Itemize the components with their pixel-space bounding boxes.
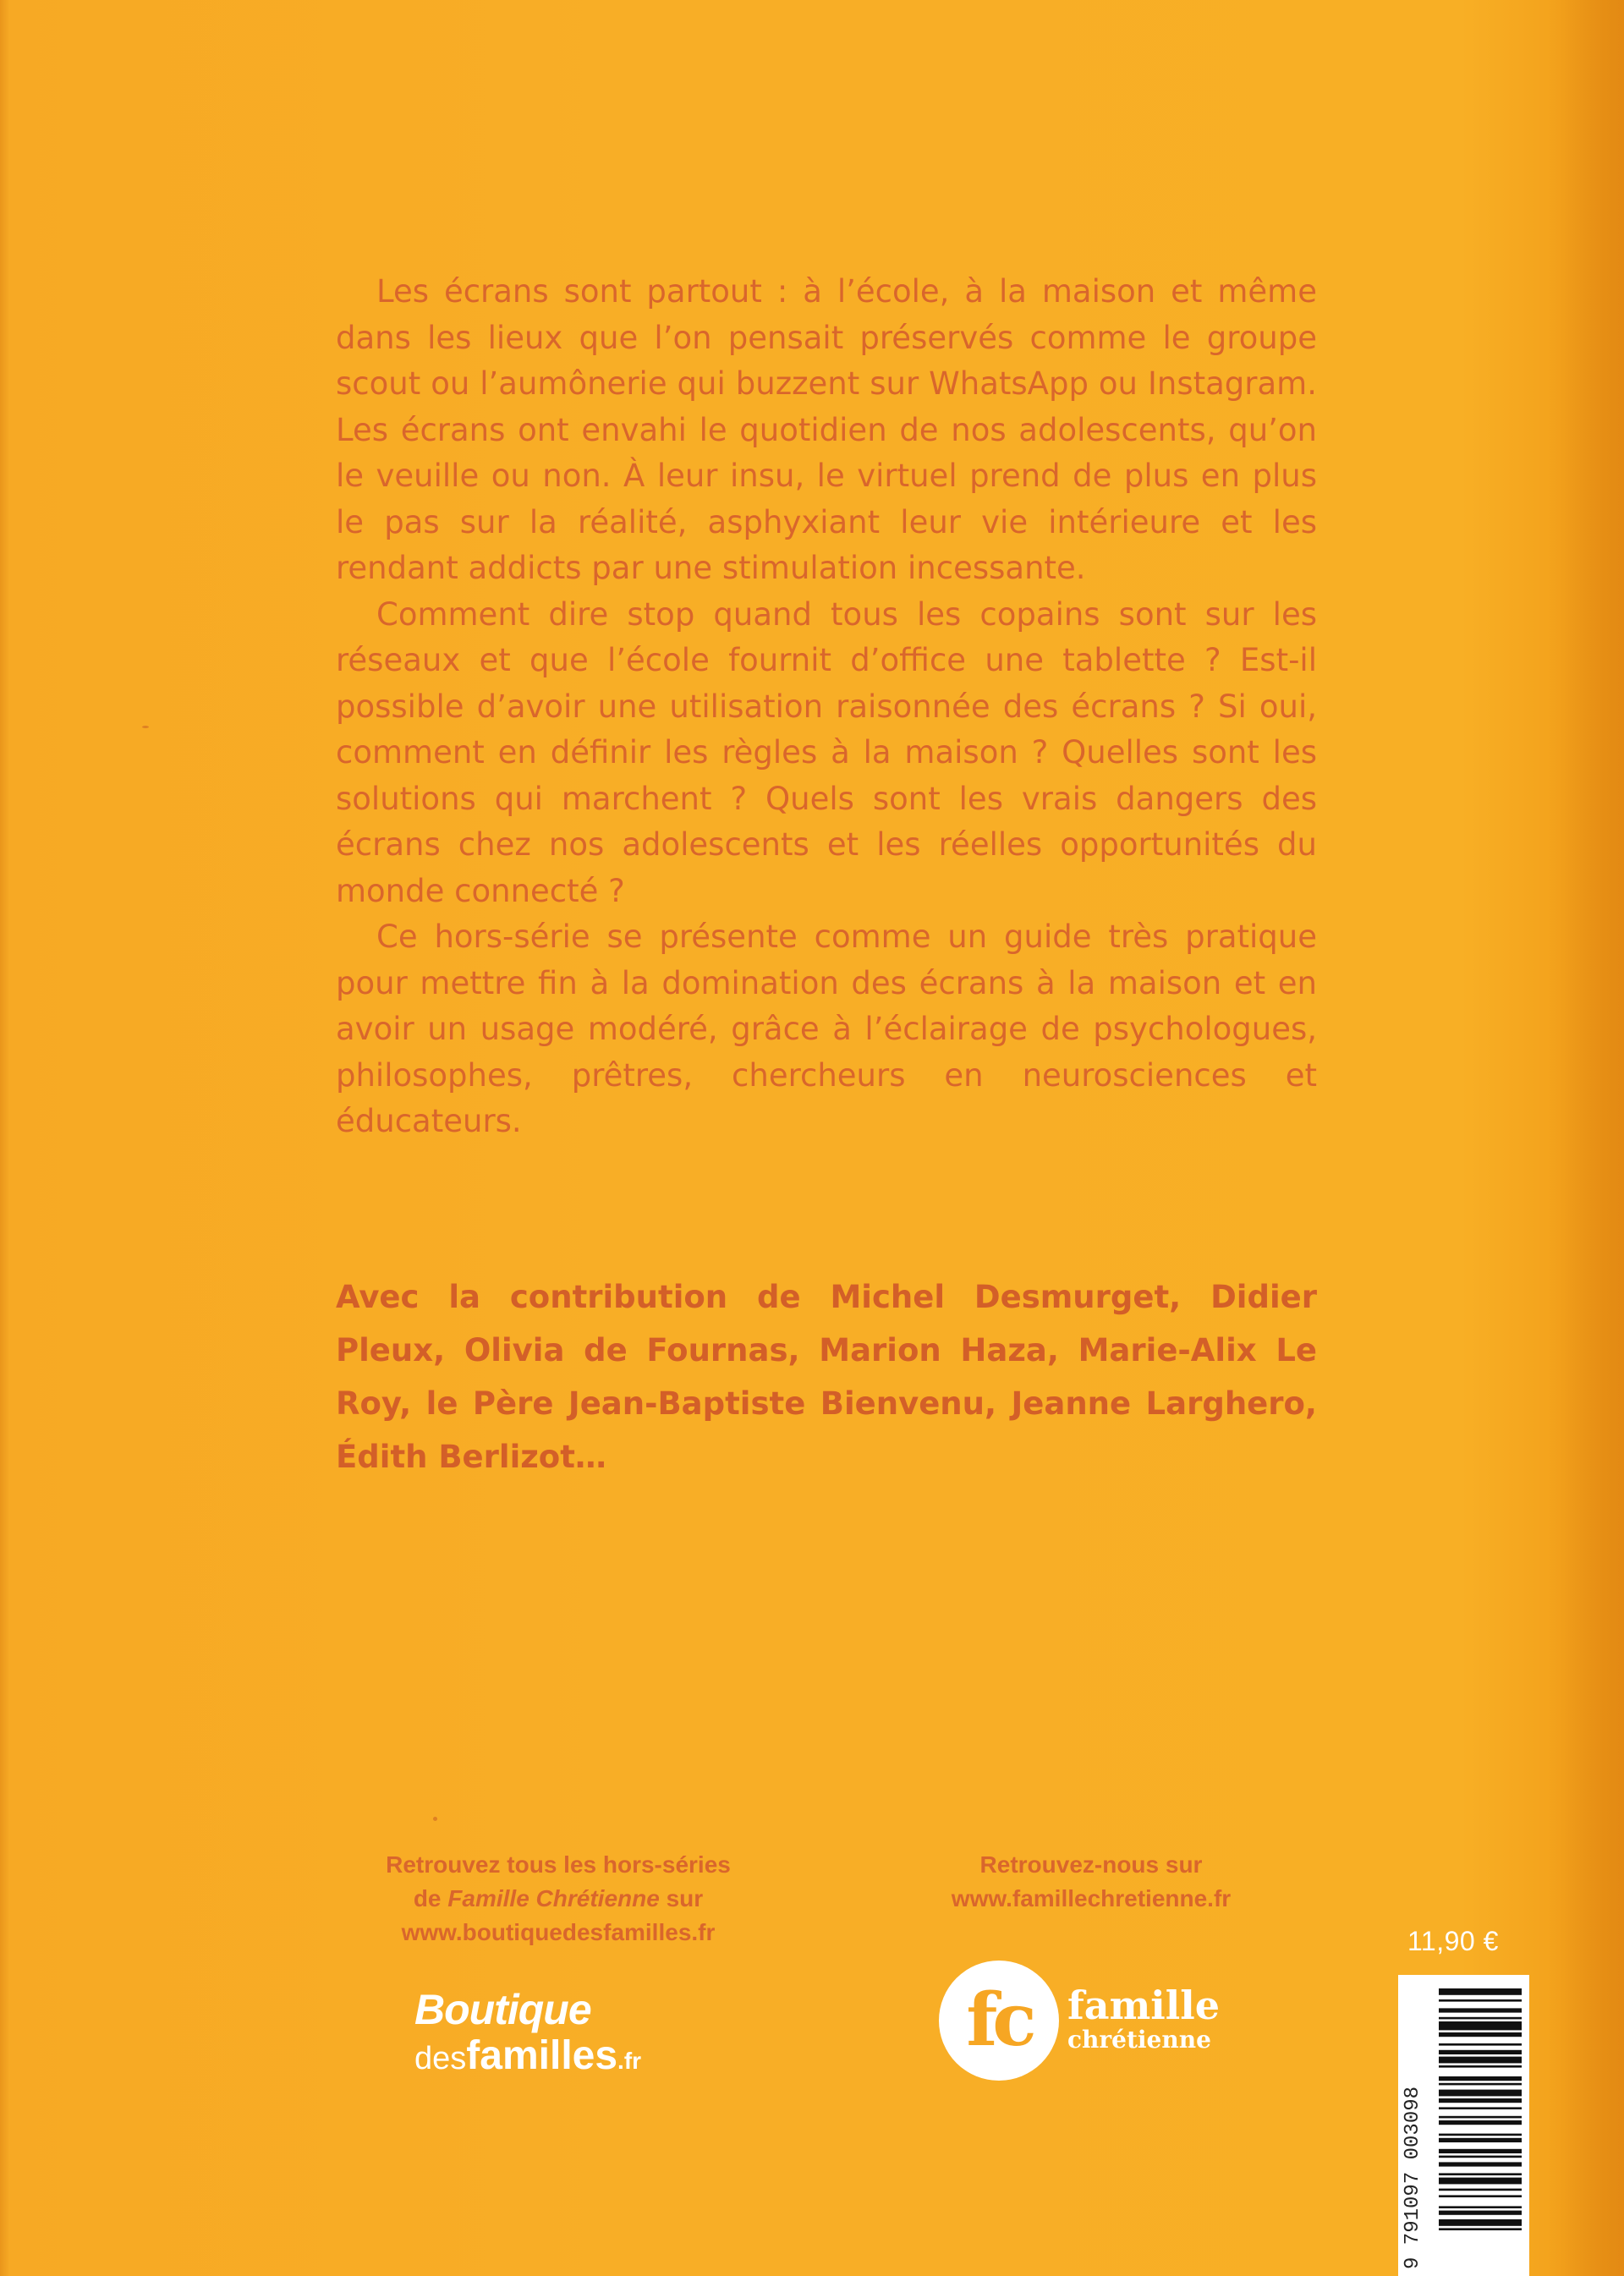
boutique-des-familles-logo — [414, 1986, 719, 2096]
barcode-bar — [1439, 2149, 1522, 2153]
footer-boutique-info — [296, 1848, 820, 1950]
barcode-bar — [1439, 2189, 1522, 2191]
barcode-bar — [1439, 2134, 1522, 2136]
footer-left-line-1: Retrouvez tous les hors-séries — [386, 1851, 731, 1878]
boutique-url[interactable]: www.boutiquedesfamilles.fr — [401, 1919, 716, 1945]
barcode-bar — [1439, 2043, 1522, 2046]
barcode-bar — [1439, 2050, 1522, 2054]
barcode-bar — [1439, 2098, 1522, 2103]
barcode-bar — [1439, 2173, 1522, 2175]
barcode — [1398, 1975, 1529, 2276]
barcode-bar — [1439, 2120, 1522, 2125]
price-label: 11,90 € — [1407, 1926, 1499, 1956]
barcode-bar — [1439, 2219, 1522, 2226]
intro-paragraph-2: Comment dire stop quand tous les copains sont sur les réseaux et que l’école fournit d’office une tablette ? Est-il possible d’avoir une utilisation raisonnée des écrans ? Si oui, comment en définir les règles à la maison ? Quelles sont les solutions qui marchent ? Quels sont les vrais dangers des écrans chez nos adolescents et les réelles opportunités du monde connecté ? — [336, 595, 1317, 909]
barcode-bar — [1439, 2107, 1522, 2109]
barcode-number: 9 791097 003098 — [1402, 2086, 1424, 2269]
barcode-bar — [1439, 2156, 1522, 2158]
footer-left-line-2: de Famille Chrétienne sur — [413, 1885, 704, 1911]
barcode-bar — [1439, 2178, 1522, 2185]
barcode-bar — [1439, 2090, 1522, 2097]
barcode-bar — [1439, 1999, 1522, 2002]
barcode-bar — [1439, 2206, 1522, 2208]
intro-paragraph-1: Les écrans sont partout : à l’école, à la maison et même dans les lieux que l’on pensait préservés comme le groupe scout ou l’aumônerie qui buzzent sur WhatsApp ou Instagram. Les écrans ont envahi le quotidien de nos adolescents, qu’on le veuille ou non. À leur insu, le virtuel prend de plus en plus le pas sur la réalité, asphyxiant leur vie intérieure et les rendant addicts par une stimulation incessante. — [336, 273, 1317, 586]
fc-monogram: fc — [966, 1977, 1032, 2063]
footer-right-line-1: Retrouvez-nous sur — [979, 1851, 1203, 1878]
fc-logo-word-2: chrétienne — [1067, 2026, 1211, 2054]
contributors-text: Avec la contribution de Michel Desmurget, Didier Pleux, Olivia de Fournas, Marion Haza, Marie-Alix Le Roy, le Père Jean-Baptiste Bienvenu, Jeanne Larghero, Édith Berlizot… — [336, 1279, 1317, 1475]
intro-text — [336, 269, 1317, 1145]
logo-word-boutique: Boutique — [414, 1986, 591, 2033]
barcode-bar — [1439, 2083, 1522, 2086]
barcode-bar — [1439, 2116, 1522, 2119]
barcode-bar — [1439, 2021, 1522, 2030]
barcode-bars — [1439, 1987, 1522, 2268]
barcode-bar — [1439, 2138, 1522, 2142]
paper-speck — [142, 726, 149, 728]
barcode-bar — [1439, 2057, 1522, 2064]
barcode-bar — [1439, 2017, 1522, 2020]
magazine-url[interactable]: www.famillechretienne.fr — [951, 1885, 1232, 1911]
barcode-bar — [1439, 2195, 1522, 2197]
magazine-title: Famille Chrétienne — [447, 1885, 660, 1911]
barcode-bar — [1439, 2228, 1522, 2230]
barcode-bar — [1439, 2032, 1522, 2037]
famille-chretienne-logo — [939, 1961, 1243, 2087]
footer-magazine-info — [880, 1848, 1303, 1916]
barcode-digits — [1402, 1990, 1432, 2269]
barcode-bar — [1439, 2065, 1522, 2068]
intro-paragraph-3: Ce hors-série se présente comme un guide très pratique pour mettre fin à la domination des écrans à la maison et en avoir un usage modéré, grâce à l’éclairage de psychologues, philosophes, prêtres, chercheurs en neurosciences et éducateurs. — [336, 919, 1317, 1139]
barcode-bar — [1439, 2076, 1522, 2081]
paper-speck — [433, 1817, 437, 1821]
barcode-bar — [1439, 2211, 1522, 2215]
fc-logo-name — [1067, 1984, 1220, 2054]
barcode-bar — [1439, 2008, 1522, 2012]
fc-logo-word-1: famille — [1067, 1983, 1220, 2028]
barcode-bar — [1439, 1988, 1522, 1995]
barcode-bar — [1439, 2162, 1522, 2166]
logo-word-desfamilles: desfamilles.fr — [414, 2033, 642, 2078]
